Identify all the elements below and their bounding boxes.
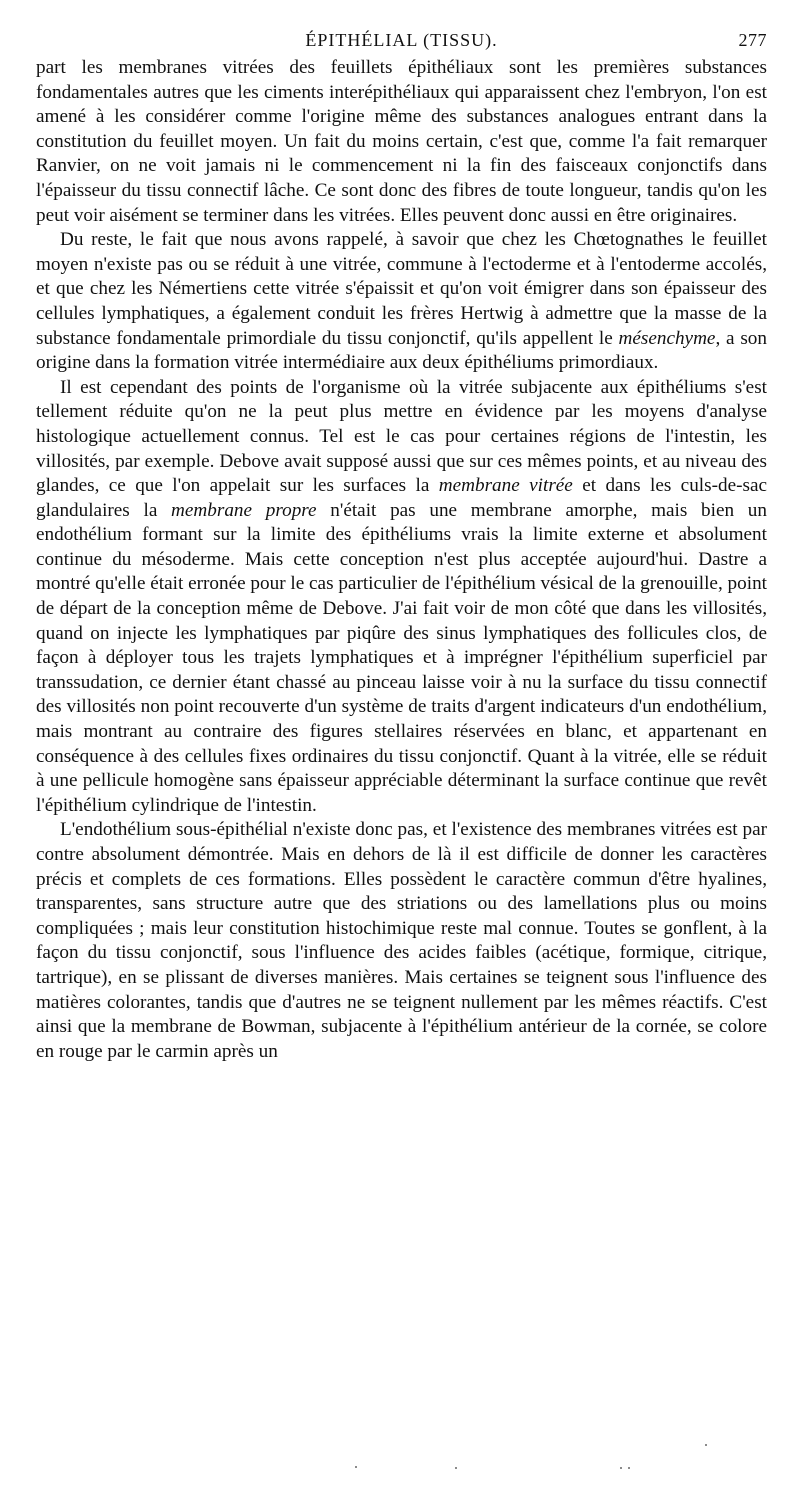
scan-speck (455, 1467, 457, 1469)
paragraph (36, 818, 767, 1064)
italic-term: membrane vitrée (438, 475, 573, 497)
italic-term: mésenchyme (618, 327, 716, 349)
text-segment: Du reste, le fait que nous avons rappelé, à savoir que chez les Chœtognathes le feuillet moyen n'existe pas ou se réduit à une vitrée, commune à l'ectoderme et à l'entoderme accolés, et que chez les Némertiens cette vitrée s'épaissit et qu'on voit émigrer dans son épaisseur des cellules lymphatiques, a également conduit les frères Hertwig à admettre que la masse de la substance fondamentale primordiale du tissu conjonctif, qu'ils appellent le (36, 229, 767, 349)
text-segment: n'était pas une membrane amorphe, mais bien un endothélium formant sur la limite des épithéliums vrais la limite externe et absolument continue du mésoderme. Mais cette conception n'est plus acceptée aujourd'hui. Dastre a montré qu'elle était erronée pour le cas particulier de l'épithélium vésical de la grenouille, point de départ de la conception même de Debove. J'ai fait voir de mon côté que dans les villosités, quand on injecte les lymphatiques par piqûre des sinus lymphatiques des follicules clos, de façon à déployer tous les trajets lymphatiques et à imprégner l'épithélium superficiel par transsudation, ce dernier étant chassé au pinceau laisse voir à nu la surface du tissu connectif des villosités non point recouverte d'un système de traits d'argent indicateurs d'un endothélium, mais montrant au contraire des figures stellaires réservées en blanc, et appartenant en conséquence à des cellules fixes ordinaires du tissu conjonctif. Quant à la vitrée, elle se réduit à une pellicule homogène sans épaisseur appréciable déterminant la surface continue que revêt l'épithélium cylindrique de l'intestin. (36, 499, 767, 816)
running-title: ÉPITHÉLIAL (TISSU). (305, 30, 498, 50)
page-number: 277 (738, 30, 767, 50)
scan-speck (620, 1467, 622, 1469)
page (36, 30, 767, 1064)
paragraph (36, 228, 767, 376)
text-segment: L'endothélium sous-épithélial n'existe donc pas, et l'existence des membranes vitrées est par contre absolument démontrée. Mais en dehors de là il est difficile de donner les caractères précis et complets de ces formations. Elles possèdent le caractère commun d'être hyalines, transparentes, sans structure autre que des striations ou des lamellations plus ou moins compliquées ; mais leur constitution histochimique reste mal connue. Toutes se gonflent, à la façon du tissu conjonctif, sous l'influence des acides faibles (acétique, formique, citrique, tartrique), en se plissant de diverses manières. Mais certaines se teignent sous l'influence des matières colorantes, tandis que d'autres ne se teignent nullement par les mêmes réactifs. C'est ainsi que la membrane de Bowman, subjacente à l'épithélium antérieur de la cornée, se colore en rouge par le carmin après un (36, 819, 767, 1062)
paragraph (36, 56, 767, 228)
text-segment: part les membranes vitrées des feuillets épithéliaux sont les premières substances fondamentales autres que les ciments interépithéliaux qui apparaissent chez l'embryon, l'on est amené à les considérer comme l'origine même des substances analogues entrant dans la constitution du feuillet moyen. Un fait du moins certain, c'est que, comme l'a fait remarquer Ranvier, on ne voit jamais ni le commencement ni la fin des faisceaux conjonctifs dans l'épaisseur du tissu connectif lâche. Ce sont donc des fibres de toute longueur, tandis qu'on les peut voir aisément se terminer dans les vitrées. Elles peuvent donc aussi en être originaires. (36, 57, 767, 226)
scan-specks (0, 1440, 800, 1480)
scan-speck (628, 1467, 630, 1469)
page-header (36, 30, 767, 56)
body-text (36, 56, 767, 1064)
text-segment: Il est cependant des points de l'organisme où la vitrée subjacente aux épithéliums s'est tellement réduite qu'on ne la peut plus mettre en évidence par les moyens d'analyse histologique actuellement connus. Tel est le cas pour certaines régions de l'intestin, les villosités, par exemple. Debove avait supposé aussi que sur ces mêmes points, et au niveau des glandes, ce que l'on appelait sur les surfaces la (36, 376, 767, 497)
text-segment: et dans les culs-de-sac glandulaires la (36, 475, 767, 521)
scan-speck (705, 1444, 707, 1446)
text-segment: , a son origine dans la formation vitrée intermédiaire aux deux épithéliums primordiaux. (36, 327, 767, 374)
scan-speck (355, 1466, 357, 1468)
italic-term: membrane propre (171, 499, 317, 521)
paragraph (36, 376, 767, 819)
